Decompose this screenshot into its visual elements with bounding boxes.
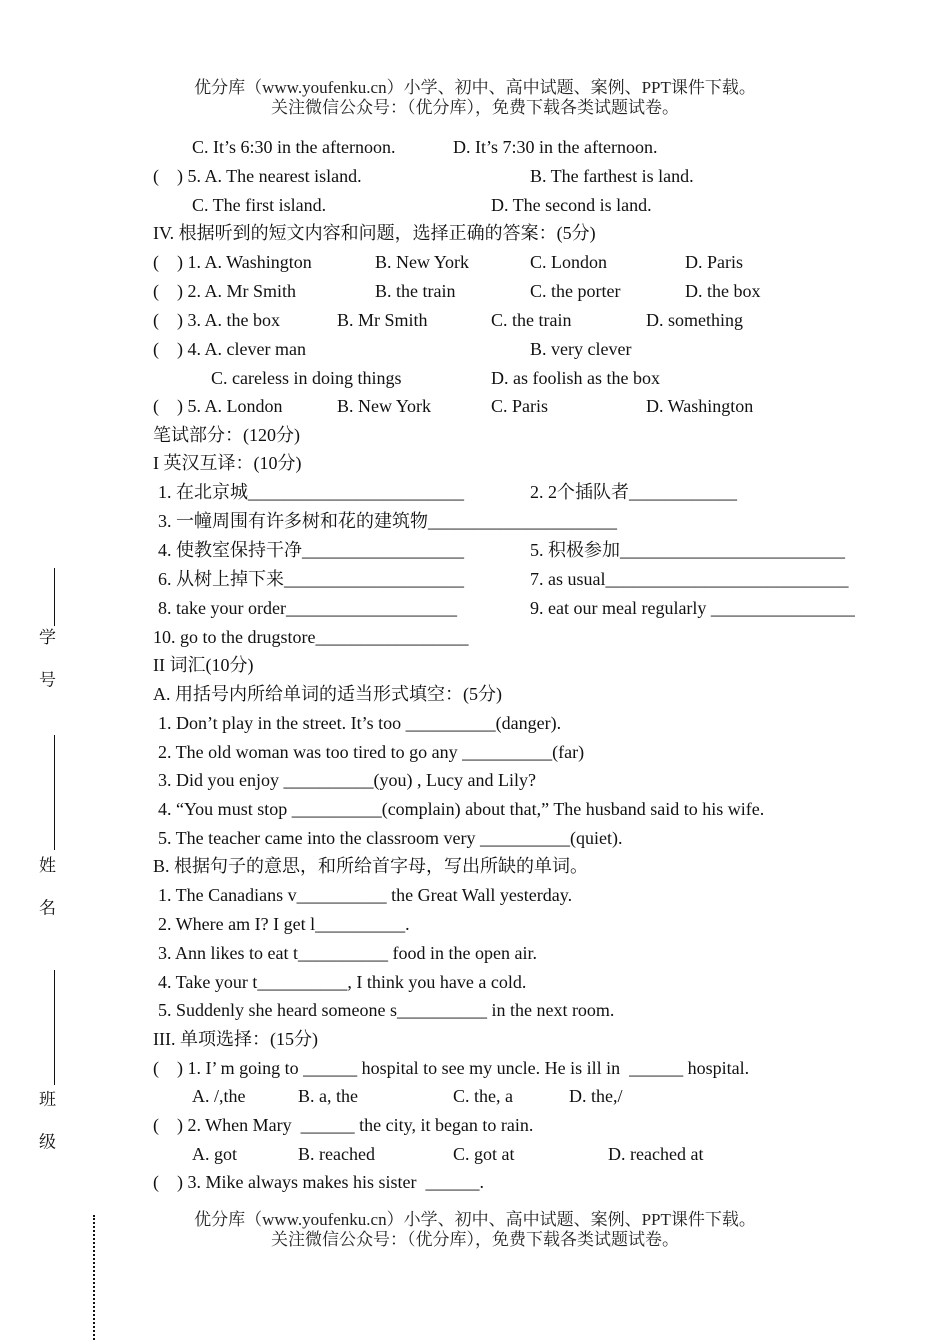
iv-q4-c: C. careless in doing things [211, 368, 402, 388]
written-heading: 笔试部分：(120分) [153, 425, 300, 445]
choice-q2-a: A. got [192, 1144, 237, 1164]
vocab-a-item-4: 4. “You must stop __________(complain) about that,” The husband said to his wife. [158, 799, 765, 819]
section-iv-heading: IV. 根据听到的短文内容和问题，选择正确的答案：(5分) [153, 223, 596, 243]
q4-option-c: C. It’s 6:30 in the afternoon. [192, 137, 396, 157]
iv-q3-b: B. Mr Smith [337, 310, 428, 330]
vocab-b-item-4: 4. Take your t__________, I think you have a cold. [158, 972, 527, 992]
choice-q1-c: C. the, a [453, 1086, 513, 1106]
iv-q5-c: C. Paris [491, 396, 549, 416]
translation-item-7: 7. as usual___________________________ [530, 569, 849, 589]
iv-q2-a: ( ) 2. A. Mr Smith [153, 281, 297, 301]
choice-heading: III. 单项选择：(15分) [153, 1029, 318, 1049]
iv-q3-d: D. something [646, 310, 743, 330]
header-line-1: 优分库（www.youfenku.cn）小学、初中、高中试题、案例、PPT课件下载。 [194, 78, 756, 97]
student-number-label: 学 号 [35, 628, 55, 698]
translation-item-1: 1. 在北京城________________________ [158, 482, 464, 502]
name-label: 姓 名 [35, 856, 55, 926]
iv-q2-b: B. the train [375, 281, 456, 301]
choice-q1-stem: ( ) 1. I’ m going to ______ hospital to see my uncle. He is ill in ______ hospital. [153, 1058, 750, 1078]
translation-heading: I 英汉互译：(10分) [153, 453, 302, 473]
q5-option-d: D. The second is land. [491, 195, 652, 215]
translation-item-6: 6. 从树上掉下来____________________ [158, 569, 464, 589]
vocab-a-item-5: 5. The teacher came into the classroom very __________(quiet). [158, 828, 623, 848]
translation-item-9: 9. eat our meal regularly ________________ [530, 598, 855, 618]
translation-item-5: 5. 积极参加_________________________ [530, 540, 845, 560]
vocab-a-heading: A. 用括号内所给单词的适当形式填空：(5分) [153, 684, 502, 704]
vocab-heading: II 词汇(10分) [153, 655, 254, 675]
iv-q1-c: C. London [530, 252, 608, 272]
name-line [54, 735, 55, 850]
choice-q2-b: B. reached [298, 1144, 375, 1164]
class-line [54, 970, 55, 1085]
iv-q5-b: B. New York [337, 396, 432, 416]
q5-option-c: C. The first island. [192, 195, 327, 215]
translation-item-10: 10. go to the drugstore_________________ [153, 627, 469, 647]
student-number-line [54, 568, 55, 626]
iv-q1-b: B. New York [375, 252, 470, 272]
choice-q1-d: D. the,/ [569, 1086, 623, 1106]
vocab-b-item-2: 2. Where am I? I get l__________. [158, 914, 410, 934]
choice-q3-stem: ( ) 3. Mike always makes his sister ______. [153, 1172, 484, 1192]
footer-line-2: 关注微信公众号：（优分库），免费下载各类试题试卷。 [271, 1230, 679, 1249]
choice-q1-b: B. a, the [298, 1086, 358, 1106]
vocab-a-item-3: 3. Did you enjoy __________(you) , Lucy and Lily? [158, 770, 536, 790]
q5-option-b: B. The farthest is land. [530, 166, 694, 186]
iv-q2-d: D. the box [685, 281, 761, 301]
iv-q3-c: C. the train [491, 310, 572, 330]
iv-q4-b: B. very clever [530, 339, 632, 359]
header-line-2: 关注微信公众号：（优分库），免费下载各类试题试卷。 [271, 98, 679, 117]
iv-q5-a: ( ) 5. A. London [153, 396, 283, 416]
iv-q1-a: ( ) 1. A. Washington [153, 252, 312, 272]
translation-item-3: 3. 一幢周围有许多树和花的建筑物_____________________ [158, 511, 617, 531]
iv-q1-d: D. Paris [685, 252, 743, 272]
translation-item-2: 2. 2个插队者____________ [530, 482, 737, 502]
q5-stem: ( ) 5. A. The nearest island. [153, 166, 362, 186]
vocab-a-item-2: 2. The old woman was too tired to go any __________(far) [158, 742, 585, 762]
choice-q2-stem: ( ) 2. When Mary ______ the city, it began to rain. [153, 1115, 534, 1135]
iv-q2-c: C. the porter [530, 281, 621, 301]
iv-q5-d: D. Washington [646, 396, 754, 416]
vocab-b-heading: B. 根据句子的意思，和所给首字母，写出所缺的单词。 [153, 856, 589, 876]
vocab-b-item-1: 1. The Canadians v__________ the Great Wall yesterday. [158, 885, 573, 905]
vocab-b-item-3: 3. Ann likes to eat t__________ food in the open air. [158, 943, 537, 963]
iv-q3-a: ( ) 3. A. the box [153, 310, 280, 330]
iv-q4-d: D. as foolish as the box [491, 368, 660, 388]
translation-item-8: 8. take your order___________________ [158, 598, 457, 618]
footer-line-1: 优分库（www.youfenku.cn）小学、初中、高中试题、案例、PPT课件下载。 [194, 1210, 756, 1229]
choice-q1-a: A. /,the [192, 1086, 246, 1106]
q4-option-d: D. It’s 7:30 in the afternoon. [453, 137, 658, 157]
iv-q4-a: ( ) 4. A. clever man [153, 339, 306, 359]
choice-q2-c: C. got at [453, 1144, 515, 1164]
vocab-b-item-5: 5. Suddenly she heard someone s__________ in the next room. [158, 1000, 615, 1020]
translation-item-4: 4. 使教室保持干净__________________ [158, 540, 464, 560]
vocab-a-item-1: 1. Don’t play in the street. It’s too __________(danger). [158, 713, 562, 733]
choice-q2-d: D. reached at [608, 1144, 704, 1164]
class-label: 班 级 [35, 1090, 55, 1160]
